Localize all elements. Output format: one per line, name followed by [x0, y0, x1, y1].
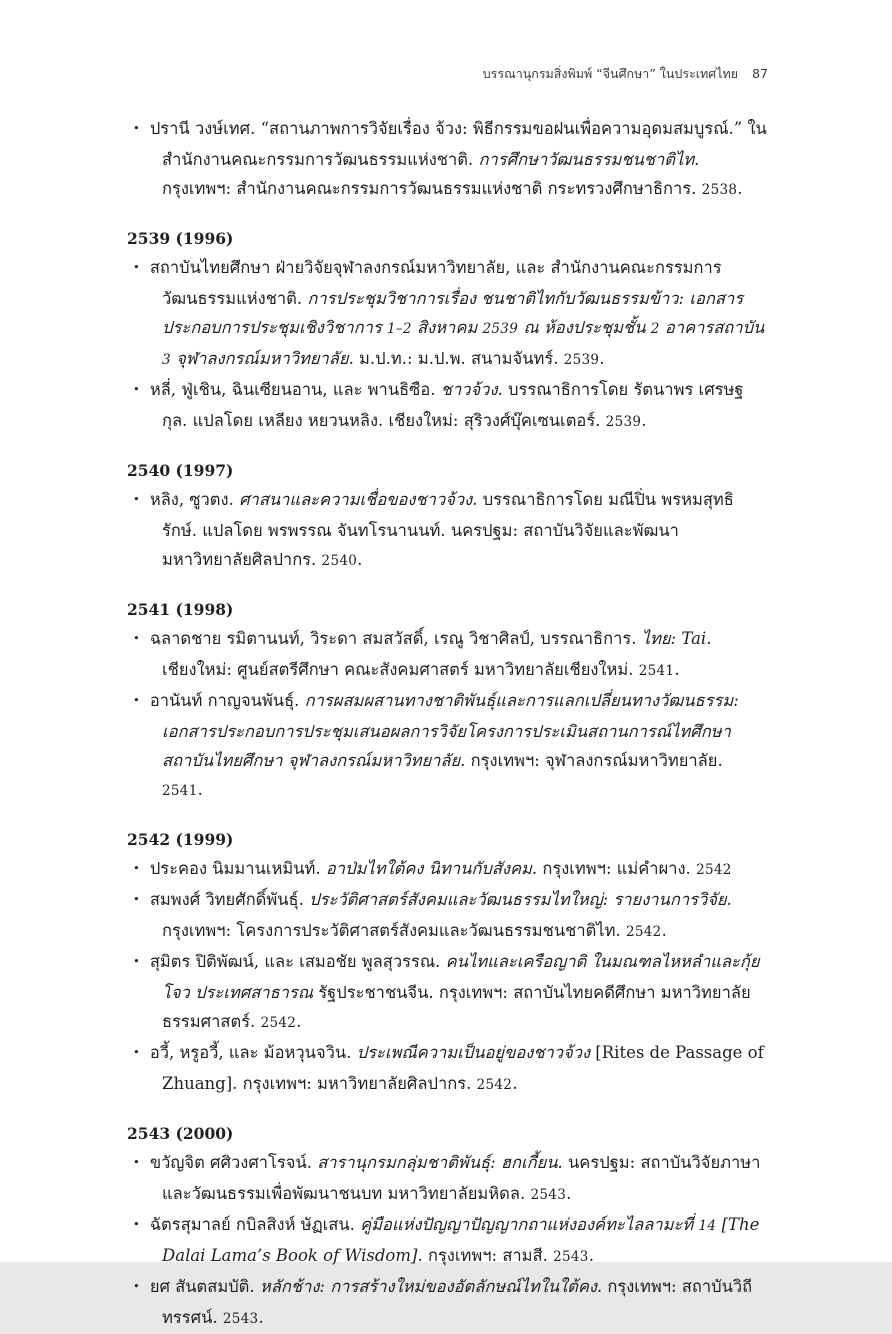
entry-text-segment: 1–2 [386, 321, 412, 337]
entry-text-segment: . [566, 1184, 572, 1203]
year-heading: 2540 (1997) [127, 461, 234, 480]
bib-entry [127, 686, 768, 806]
bullet-icon: • [133, 693, 140, 707]
entry-text-segment: กรุงเทพฯ: สำนักงานคณะกรรมการวัฒนธรรมแห่งชาติ กระทรวงศึกษาธิการ. [162, 179, 702, 198]
bullet-icon: • [133, 1279, 140, 1293]
bullet-icon: • [133, 861, 140, 875]
year-heading: 2541 (1998) [127, 600, 234, 619]
year-heading: 2542 (1999) [127, 830, 234, 849]
entry-text-segment: 2541 [162, 783, 198, 799]
entry-text-segment: 3 [162, 352, 171, 368]
bib-entry [127, 1038, 768, 1100]
entry-text-segment: . [661, 921, 667, 940]
year-heading: 2543 (2000) [127, 1124, 234, 1143]
bullet-icon: • [133, 121, 140, 135]
entry-text-segment: 2542 [260, 1015, 297, 1031]
entry-text-segment: 2543 [553, 1249, 589, 1265]
entry-text-segment: คนไทและเครือญาติ ในมณฑลไหหลำและกุ้ยโจว ประเทศสาธารณ [162, 952, 760, 1002]
entry-text-segment: การประชุมวิชาการเรื่อง ชนชาติไทกับวัฒนธรรมข้าว: เอกสารประกอบการประชุมเชิงวิชาการ [162, 289, 744, 337]
bibliography [127, 114, 768, 1334]
entry-text-segment: ไทย: Tai. [641, 629, 712, 648]
bullet-icon: • [133, 382, 140, 396]
entry-text-segment: คู่มือแห่งปัญญาปัญญากถาแห่งองค์ทะไลลามะที่ [360, 1215, 699, 1234]
entry-text-segment: ปรานี วงษ์เทศ. “สถานภาพการวิจัยเรื่อง จ้วง: พิธีกรรมขอฝนเพื่อความอุดมสมบูรณ์.” ใน สำนักงานคณะกรรมการวัฒนธรรมแห่งชาติ. [149, 119, 767, 169]
bullet-icon: • [133, 1045, 140, 1059]
year-heading: 2539 (1996) [127, 229, 234, 248]
entry-text-segment: 2542 [625, 924, 662, 940]
bullet-icon: • [133, 631, 140, 645]
entry-text-segment: 2543 [530, 1187, 567, 1203]
entry-text-segment: . [599, 349, 605, 368]
bullet-icon: • [133, 1217, 140, 1231]
entry-text-segment: จุฬาลงกรณ์มหาวิทยาลัย. [170, 349, 354, 368]
entry-text-segment: สถาบันไทยศึกษา ฝ่ายวิจัยจุฬาลงกรณ์มหาวิทยาลัย, และ สำนักงานคณะกรรมการวัฒนธรรมแห่งชาติ. [149, 258, 722, 308]
entry-text-segment: นครปฐม: สถาบันวิจัยภาษาและวัฒนธรรมเพื่อพัฒนาชนบท มหาวิทยาลัยมหิดล. [162, 1153, 761, 1203]
entry-text-segment: กรุงเทพฯ: สามสี. [422, 1246, 554, 1265]
bib-entry [127, 854, 768, 885]
bib-entry [127, 885, 768, 947]
bullet-icon: • [133, 892, 140, 906]
entry-text-segment: ขวัญจิต ศศิวงศาโรจน์. [149, 1153, 318, 1172]
entry-text-segment: การศึกษาวัฒนธรรมชนชาติไท. [478, 150, 700, 169]
bullet-icon: • [133, 1155, 140, 1169]
entry-text-segment: อาคารสถาบัน [659, 318, 765, 337]
entry-text-segment: 14 [698, 1218, 717, 1234]
entry-text-segment: อาป่มไทใต้คง นิทานกับสังคม. [325, 859, 538, 878]
entry-text-segment: การผสมผสานทางชาติพันธุ์และการแลกเปลี่ยนทางวัฒนธรรม: เอกสารประกอบการประชุมเสนอผลการวิจัยโครงการประเมินสถานการณ์ไทศึกษา สถาบันไทยศึกษา จุฬาลงกรณ์มหาวิทยาลัย. [162, 691, 739, 770]
bib-entry [127, 1148, 768, 1210]
entry-text-segment: กรุงเทพฯ: จุฬาลงกรณ์มหาวิทยาลัย. [465, 751, 723, 770]
entry-text-segment: ยศ สันตสมบัติ. [149, 1277, 260, 1296]
entry-text-segment: หลี่, ฟู่เชิน, ฉินเซียนอาน, และ พานธิซือ. [149, 380, 441, 399]
bib-entry [127, 485, 768, 576]
bullet-icon: • [133, 492, 140, 506]
entry-text-segment: หลักช้าง: การสร้างใหม่ของอัตลักษณ์ไทในใต้คง. [259, 1277, 603, 1296]
running-head-title: บรรณานุกรมสิ่งพิมพ์ “จีนศึกษา” ในประเทศไทย [482, 66, 739, 81]
entry-text-segment: บรรณาธิการโดย รัตนาพร เศรษฐกุล. แปลโดย เหลียง หยวนหลิง. เชียงใหม่: สุริวงศ์บุ๊คเซนเตอร์. [162, 380, 744, 430]
bullet-icon: • [133, 954, 140, 968]
entry-text-segment: สุมิตร ปิติพัฒน์, และ เสมอชัย พูลสุวรรณ. [149, 952, 446, 971]
entry-list [127, 854, 768, 1100]
entry-text-segment: 2542 [696, 862, 732, 878]
entry-text-segment: . [641, 411, 647, 430]
entry-text-segment: 2542 [476, 1077, 513, 1093]
bib-entry [127, 1210, 768, 1272]
bib-entry [127, 253, 768, 375]
entry-text-segment: บรรณาธิการโดย มณีปิ่น พรหมสุทธิรักษ์. แปลโดย พรพรรณ จันทโรนานนท์. นครปฐม: สถาบันวิจัยและพัฒนา มหาวิทยาลัยศิลปากร. [162, 490, 734, 569]
entry-text-segment: สารานุกรมกลุ่มชาติพันธุ์: ฮกเกี้ยน. [317, 1153, 563, 1172]
entry-text-segment: . [258, 1308, 264, 1327]
entry-text-segment: กรุงเทพฯ: โครงการประวัติศาสตร์สังคมและวัฒนธรรมชนชาติไท. [162, 921, 626, 940]
entry-text-segment: [Rites de Passage of Zhuang]. กรุงเทพฯ: มหาวิทยาลัยศิลปากร. [162, 1043, 764, 1093]
bib-entry [127, 1272, 768, 1334]
entry-text-segment: . [512, 1074, 518, 1093]
entry-text-segment: ประคอง นิมมานเหมินท์. [149, 859, 326, 878]
entry-text-segment: 2538 [701, 182, 738, 198]
entry-text-segment: 2539 [605, 414, 642, 430]
entry-list [127, 253, 768, 437]
page-number: 87 [752, 66, 768, 81]
entry-text-segment: 2543 [222, 1311, 259, 1327]
bib-entry [127, 114, 768, 205]
entry-list [127, 485, 768, 576]
entry-text-segment: . [674, 660, 680, 679]
entry-text-segment: . [737, 179, 743, 198]
entry-text-segment: ประวัติศาสตร์สังคมและวัฒนธรรมไทใหญ่: รายงานการวิจัย. [309, 890, 732, 909]
bib-entry [127, 375, 768, 437]
entry-text-segment: กรุงเทพฯ: แม่คำผาง. [537, 859, 697, 878]
running-head [127, 0, 768, 84]
entry-text-segment: ฉลาดชาย รมิตานนท์, วิระดา สมสวัสดิ์, เรณู วิชาศิลป์, บรรณาธิการ. [149, 629, 642, 648]
entry-list [127, 114, 768, 205]
entry-text-segment: . [357, 550, 363, 569]
entry-text-segment: 2539 [563, 352, 600, 368]
entry-text-segment: . [296, 1012, 302, 1031]
entry-list [127, 624, 768, 806]
entry-text-segment: 2539 [482, 321, 519, 337]
bib-entry [127, 624, 768, 686]
entry-text-segment: ศาสนาและความเชื่อของชาวจ้วง. [239, 490, 478, 509]
entry-text-segment: เชียงใหม่: ศูนย์สตรีศึกษา คณะสังคมศาสตร์ มหาวิทยาลัยเชียงใหม่. [162, 660, 639, 679]
entry-list [127, 1148, 768, 1334]
entry-text-segment: . [588, 1246, 594, 1265]
entry-text-segment: ณ ห้องประชุมชั้น [518, 318, 651, 337]
entry-text-segment: ประเพณีความเป็นอยู่ของชาวจ้วง [356, 1043, 591, 1062]
entry-text-segment: ฉัตรสุมาลย์ กบิลสิงห์ ษัฏเสน. [149, 1215, 361, 1234]
entry-text-segment: กรุงเทพฯ: สถาบันวิถีทรรศน์. [162, 1277, 753, 1327]
entry-text-segment: ม.ป.ท.: ม.ป.พ. สนามจันทร์. [353, 349, 564, 368]
entry-text-segment: ชาวจ้วง. [440, 380, 503, 399]
entry-text-segment: 2540 [321, 553, 358, 569]
entry-text-segment: 2 [650, 321, 660, 337]
entry-text-segment: . [197, 780, 203, 799]
entry-text-segment: หลิง, ซูวตง. [149, 490, 240, 509]
bullet-icon: • [133, 260, 140, 274]
entry-text-segment: สิงหาคม [411, 318, 483, 337]
entry-text-segment: สมพงศ์ วิทยศักดิ์พันธุ์. [149, 890, 310, 909]
entry-text-segment: อวี้, หรูอวี้, และ ม้อหวุนจวิน. [149, 1043, 357, 1062]
entry-text-segment: 2541 [638, 663, 675, 679]
entry-text-segment: [The Dalai Lama’s Book of Wisdom]. [162, 1215, 760, 1265]
entry-text-segment: รัฐประชาชนจีน. กรุงเทพฯ: สถาบันไทยคดีศึกษา มหาวิทยาลัยธรรมศาสตร์. [162, 983, 751, 1031]
bib-entry [127, 947, 768, 1038]
entry-text-segment: อานันท์ กาญจนพันธุ์. [149, 691, 305, 710]
